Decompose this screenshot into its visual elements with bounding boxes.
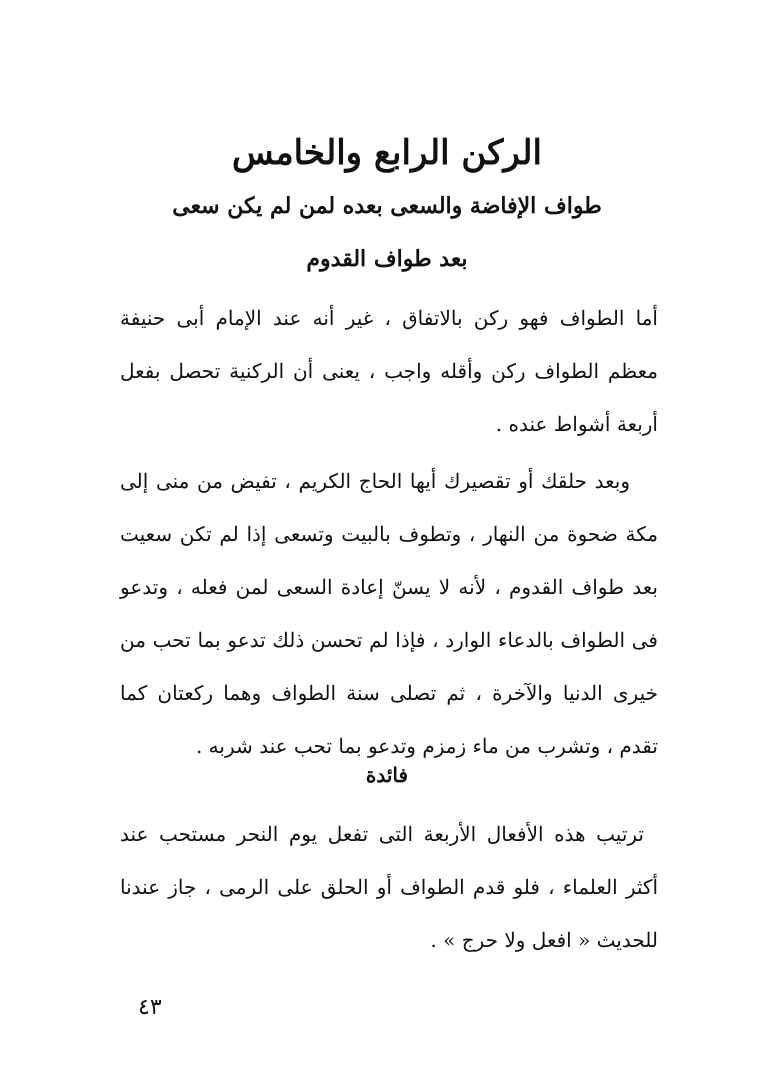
chapter-title: الركن الرابع والخامس <box>232 132 542 173</box>
paragraph-benefit: ترتيب هذه الأفعال الأربعة التى تفعل يوم النحر مستحب عند أكثر العلماء ، فلو قدم الطواف أو الحلق على الرمى ، جاز عندنا للحديث « افعل ولا حرج » . <box>120 822 658 952</box>
section-subtitle-line2: بعد طواف القدوم <box>306 246 468 272</box>
page-number: ٤٣ <box>138 995 162 1020</box>
section-subtitle-line1: طواف الإفاضة والسعى بعده لمن لم يكن سعى <box>172 193 602 219</box>
paragraph-tawaf: أما الطواف فهو ركن بالاتفاق ، غير أنه عند الإمام أبى حنيفة معظم الطواف ركن وأقله واجب ، يعنى أن الركنية تحصل بفعل أربعة أشواط عنده . <box>120 306 658 436</box>
benefit-heading: فائدة <box>365 763 409 787</box>
paragraph-ifada: وبعد حلقك أو تقصيرك أيها الحاج الكريم ، تفيض من منى إلى مكة ضحوة من النهار ، وتطوف بالبيت وتسعى إذا لم تكن سعيت بعد طواف القدوم ، لأنه لا يسنّ إعادة السعى لمن فعله ، وتدعو فى الطواف بالدعاء الوارد ، فإذا لم تحسن ذلك تدعو بما تحب من خيرى الدنيا والآخرة ، ثم تصلى سنة الطواف وهما ركعتان كما تقدم ، وتشرب من ماء زمزم وتدعو بما تحب عند شربه . <box>120 469 658 758</box>
